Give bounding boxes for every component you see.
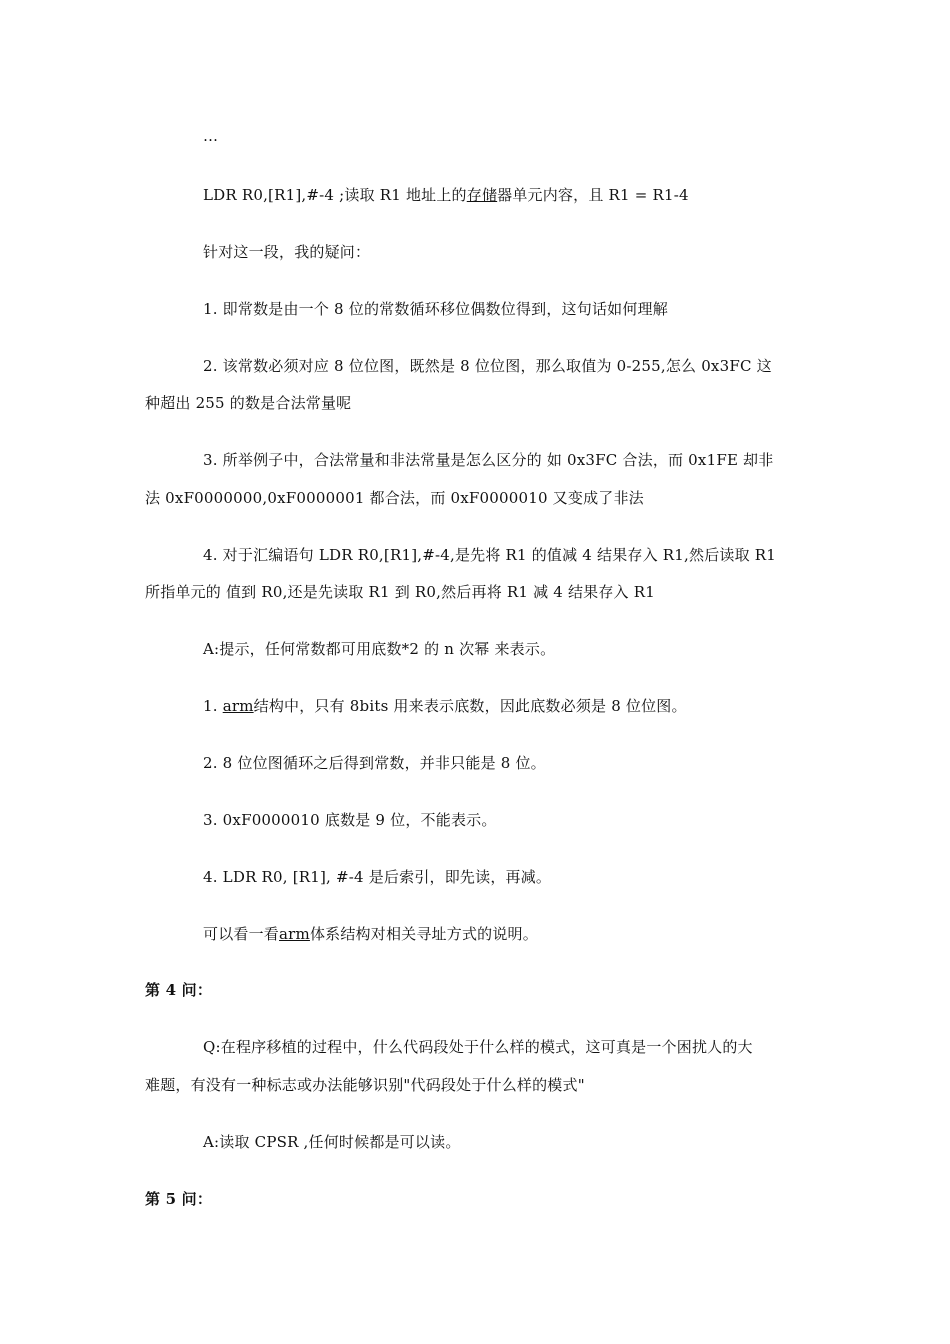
answer-intro: A:提示，任何常数都可用底数*2 的 n 次幂 来表示。	[203, 640, 556, 658]
paragraph: 针对这一段，我的疑问：	[203, 243, 371, 261]
link-arm[interactable]: arm	[279, 925, 310, 943]
answer-item-2: 2. 8 位位图循环之后得到常数，并非只能是 8 位。	[203, 754, 546, 772]
code-line-ldr	[203, 185, 689, 205]
section-heading-q4: 第 4 问：	[145, 981, 213, 999]
text-segment: 体系结构对相关寻址方式的说明。	[309, 925, 538, 943]
link-storage[interactable]: 存储	[466, 186, 498, 204]
answer-q4: A:读取 CPSR ,任何时候都是可以读。	[203, 1133, 461, 1151]
text-segment: 1.	[203, 697, 223, 715]
question-item-3-cont: 法 0xF0000000,0xF0000001 都合法，而 0xF0000010 又变成了非法	[145, 489, 644, 507]
question-item-3: 3. 所举例子中，合法常量和非法常量是怎么区分的 如 0x3FC 合法，而 0x1FE 却非	[203, 451, 774, 469]
question-q4-cont: 难题，有没有一种标志或办法能够识别"代码段处于什么样的模式"	[145, 1076, 585, 1094]
text-segment: 可以看一看	[203, 925, 280, 943]
text-segment: 器单元内容，且 R1 = R1-4	[497, 186, 689, 204]
text-segment: LDR R0,[R1],#-4 ;读取 R1 地址上的	[203, 186, 467, 204]
text-segment: 结构中，只有 8bits 用来表示底数，因此底数必须是 8 位位图。	[253, 697, 687, 715]
question-q4: Q:在程序移植的过程中，什么代码段处于什么样的模式，这可真是一个困扰人的大	[203, 1038, 753, 1056]
question-item-2-cont: 种超出 255 的数是合法常量呢	[145, 394, 352, 412]
section-heading-q5: 第 5 问：	[145, 1190, 213, 1208]
link-arm[interactable]: arm	[222, 697, 254, 715]
question-item-4: 4. 对于汇编语句 LDR R0,[R1],#-4,是先将 R1 的值减 4 结果存入 R1,然后读取 R1	[203, 546, 776, 564]
answer-item-3: 3. 0xF0000010 底数是 9 位，不能表示。	[203, 811, 497, 829]
question-item-4-cont: 所指单元的 值到 R0,还是先读取 R1 到 R0,然后再将 R1 减 4 结果存入 R1	[145, 583, 655, 601]
ellipsis-line: …	[203, 127, 219, 145]
question-item-1: 1. 即常数是由一个 8 位的常数循环移位偶数位得到，这句话如何理解	[203, 300, 668, 318]
reference-line	[203, 924, 538, 944]
answer-item-1	[203, 696, 687, 716]
answer-item-4: 4. LDR R0, [R1], #-4 是后索引，即先读，再减。	[203, 868, 552, 886]
question-item-2: 2. 该常数必须对应 8 位位图，既然是 8 位位图，那么取值为 0-255,怎么 0x3FC 这	[203, 357, 772, 375]
